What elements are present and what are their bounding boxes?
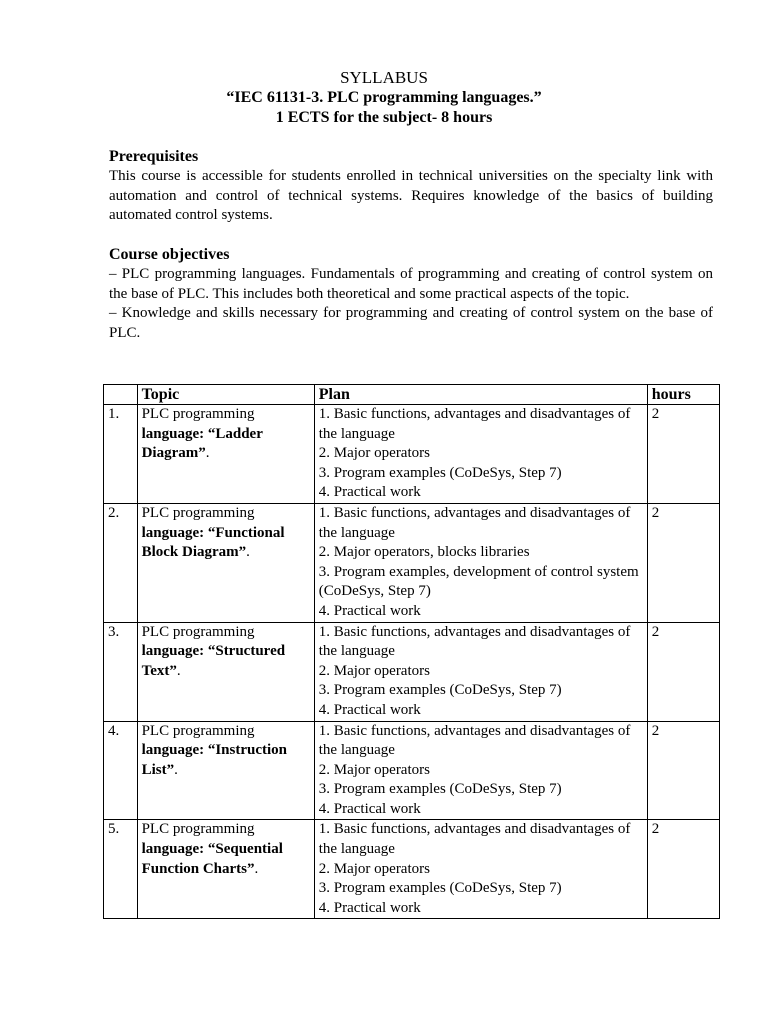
plan-item: 2. Major operators xyxy=(318,445,430,462)
row-topic xyxy=(137,622,314,721)
row-topic xyxy=(137,820,314,919)
topic-tail: . xyxy=(246,544,250,561)
plan-item: 1. Basic functions, advantages and disadvantages of the language xyxy=(318,722,631,759)
row-number: 5. xyxy=(104,820,138,919)
row-hours: 2 xyxy=(647,820,719,919)
document-header xyxy=(0,68,768,128)
row-number: 2. xyxy=(104,503,138,622)
plan-item: 4. Practical work xyxy=(318,602,421,619)
credits-line: 1 ECTS for the subject- 8 hours xyxy=(275,109,493,126)
row-topic xyxy=(137,405,314,504)
topic-lead: PLC programming xyxy=(141,623,255,640)
topic-tail: . xyxy=(176,662,181,679)
topic-tail: . xyxy=(205,445,210,462)
plan-item: 4. Practical work xyxy=(318,484,421,501)
plan-item: 4. Practical work xyxy=(318,701,421,718)
topic-language: language: “Sequential Function Charts” xyxy=(141,841,283,877)
objectives-heading: Course objectives xyxy=(109,246,230,263)
row-plan xyxy=(314,503,647,622)
plan-item: 1. Basic functions, advantages and disadvantages of the language xyxy=(318,406,631,442)
row-hours: 2 xyxy=(647,503,719,622)
plan-item: 1. Basic functions, advantages and disadvantages of the language xyxy=(318,623,631,660)
topic-tail: . xyxy=(254,860,259,877)
prerequisites-text: This course is accessible for students enrolled in technical universities on the specialty link with automation and control of technical systems. Requires knowledge of the basics of building automated control systems. xyxy=(109,168,713,223)
row-topic xyxy=(137,503,314,622)
row-plan xyxy=(314,820,647,919)
objectives-section xyxy=(109,245,713,343)
topic-tail: . xyxy=(174,761,178,778)
syllabus-table xyxy=(103,384,720,919)
plan-item: 4. Practical work xyxy=(318,899,421,916)
row-hours: 2 xyxy=(647,405,719,504)
row-plan xyxy=(314,622,647,721)
plan-item: 3. Program examples (CoDeSys, Step 7) xyxy=(318,682,562,699)
row-number: 3. xyxy=(104,622,138,721)
prerequisites-section xyxy=(109,147,713,226)
row-hours: 2 xyxy=(647,622,719,721)
header-topic: Topic xyxy=(137,385,314,405)
document-subtitle: “IEC 61131-3. PLC programming languages.” xyxy=(226,89,542,106)
prerequisites-heading: Prerequisites xyxy=(109,148,199,165)
row-hours: 2 xyxy=(647,721,719,820)
plan-item: 3. Program examples (CoDeSys, Step 7) xyxy=(318,464,562,481)
header-plan: Plan xyxy=(314,385,647,405)
plan-item: 3. Program examples (CoDeSys, Step 7) xyxy=(318,781,562,798)
header-hours: hours xyxy=(647,385,719,405)
document-title: SYLLABUS xyxy=(340,68,428,87)
row-plan xyxy=(314,721,647,820)
plan-item: 3. Program examples (CoDeSys, Step 7) xyxy=(318,880,562,897)
topic-language: language: “Ladder Diagram” xyxy=(141,425,263,462)
topic-lead: PLC programming xyxy=(141,504,255,521)
table-row xyxy=(104,721,720,820)
plan-item: 2. Major operators, blocks libraries xyxy=(318,544,530,561)
table-row xyxy=(104,622,720,721)
topic-lead: PLC programming xyxy=(141,406,255,422)
objective-item: – PLC programming languages. Fundamentals of programming and creating of control system on the base of PLC. This includes both theoretical and some practical aspects of the topic. xyxy=(109,266,713,302)
table-row xyxy=(104,820,720,919)
plan-item: 2. Major operators xyxy=(318,860,430,877)
row-topic xyxy=(137,721,314,820)
topic-language: language: “Functional Block Diagram” xyxy=(141,524,285,561)
plan-item: 1. Basic functions, advantages and disadvantages of the language xyxy=(318,821,631,858)
objective-item: – Knowledge and skills necessary for programming and creating of control system on the base of PLC. xyxy=(109,305,713,341)
topic-language: language: “Structured Text” xyxy=(141,643,286,679)
plan-item: 2. Major operators xyxy=(318,761,430,778)
plan-item: 1. Basic functions, advantages and disadvantages of the language xyxy=(318,504,631,541)
plan-item: 4. Practical work xyxy=(318,800,421,817)
table-row xyxy=(104,405,720,504)
table-header-row xyxy=(104,385,720,405)
row-number: 1. xyxy=(104,405,138,504)
row-number: 4. xyxy=(104,721,138,820)
topic-lead: PLC programming xyxy=(141,821,255,838)
plan-item: 2. Major operators xyxy=(318,662,430,679)
row-plan xyxy=(314,405,647,504)
topic-language: language: “Instruction List” xyxy=(141,742,288,778)
header-number xyxy=(104,385,138,405)
table-row xyxy=(104,503,720,622)
plan-item: 3. Program examples, development of control system (CoDeSys, Step 7) xyxy=(318,563,639,600)
topic-lead: PLC programming xyxy=(141,722,255,739)
